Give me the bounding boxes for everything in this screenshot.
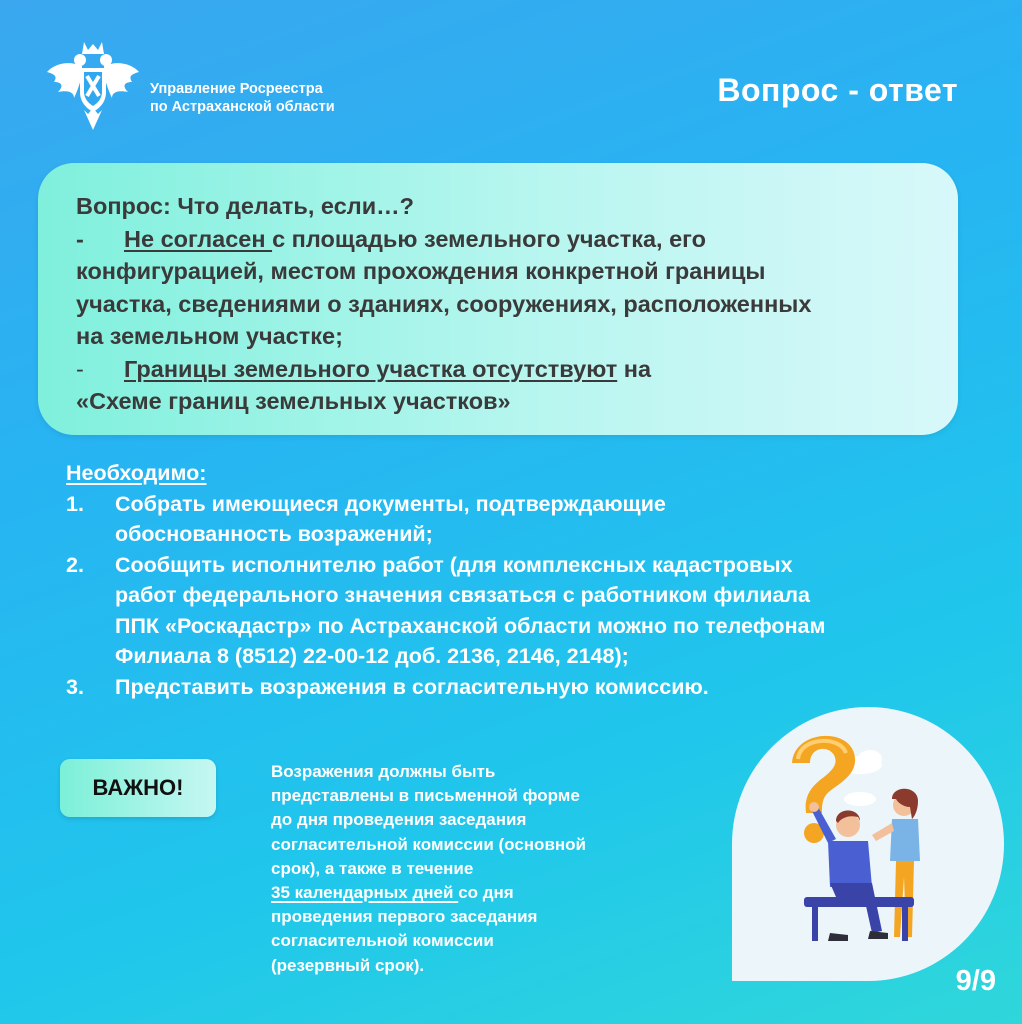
question-card: [38, 163, 958, 435]
note-line: срок), а также в течение: [271, 858, 474, 878]
page-title: Вопрос - ответ: [717, 72, 958, 108]
note-line: (резервный срок).: [271, 955, 425, 975]
step-line: Представить возражения в согласительную комиссию.: [115, 674, 709, 699]
step-number: 1.: [66, 491, 84, 516]
question-item-2: [76, 353, 920, 386]
note-line: согласительной комиссии (основной: [271, 834, 586, 854]
question-title: Вопрос: Что делать, если…?: [76, 193, 414, 219]
step-line: ППК «Роскадастр» по Астраханской области можно по телефонам: [115, 613, 826, 638]
question-mark-people-illustration-icon: [732, 707, 1004, 981]
org-name-line-2: по Астраханской области: [150, 99, 335, 115]
org-name-line-1: Управление Росреестра: [150, 81, 323, 97]
page-number: 9/9: [955, 965, 996, 997]
question-item-2-line: «Схеме границ земельных участков»: [76, 388, 511, 414]
answer-step: [66, 489, 825, 550]
step-line: Сообщить исполнителю работ (для комплексных кадастровых: [115, 552, 793, 577]
question-item-1-line: конфигурацией, местом прохождения конкретной границы: [76, 258, 766, 284]
question-item-1-line: на земельном участке;: [76, 323, 343, 349]
answer-section: [66, 458, 825, 702]
note-line: проведения первого заседания: [271, 907, 538, 927]
note-line: Возражения должны быть: [271, 762, 496, 781]
important-badge: ВАЖНО!: [60, 759, 216, 817]
underlined-text: Не согласен: [124, 225, 273, 252]
step-line: Филиала 8 (8512) 22-00-12 доб. 2136, 2146, 2148);: [115, 644, 629, 668]
question-item-1-line: участка, сведениями о зданиях, сооружениях, расположенных: [76, 290, 812, 317]
underlined-text: 35 календарных дней: [271, 883, 459, 903]
step-number: 2.: [66, 552, 84, 577]
note-line: [271, 881, 586, 905]
question-item-1-rest: с площадью земельного участка, его: [272, 225, 706, 252]
step-number: 3.: [66, 674, 84, 699]
note-line: представлены в письменной форме: [271, 786, 580, 806]
step-line: Собрать имеющиеся документы, подтверждающие: [115, 491, 666, 516]
question-item-1: [76, 223, 920, 256]
note-line: согласительной комиссии: [271, 931, 494, 951]
answer-steps: [66, 489, 825, 703]
note-line-rest: со дня: [458, 883, 514, 903]
organization-name: [150, 80, 335, 116]
step-line: обоснованность возражений;: [115, 522, 433, 546]
answer-heading: Необходимо:: [66, 461, 207, 485]
note-line: до дня проведения заседания: [271, 810, 527, 830]
step-line: работ федерального значения связаться с работником филиала: [115, 583, 811, 607]
question-item-2-rest: на: [617, 355, 652, 382]
dash-marker: -: [76, 355, 84, 382]
answer-step: [66, 550, 825, 672]
important-note: [271, 760, 586, 978]
answer-step: [66, 672, 825, 703]
dash-marker: -: [76, 225, 84, 252]
double-headed-eagle-emblem-icon: [44, 38, 142, 136]
underlined-text: Границы земельного участка отсутствуют: [124, 355, 618, 382]
